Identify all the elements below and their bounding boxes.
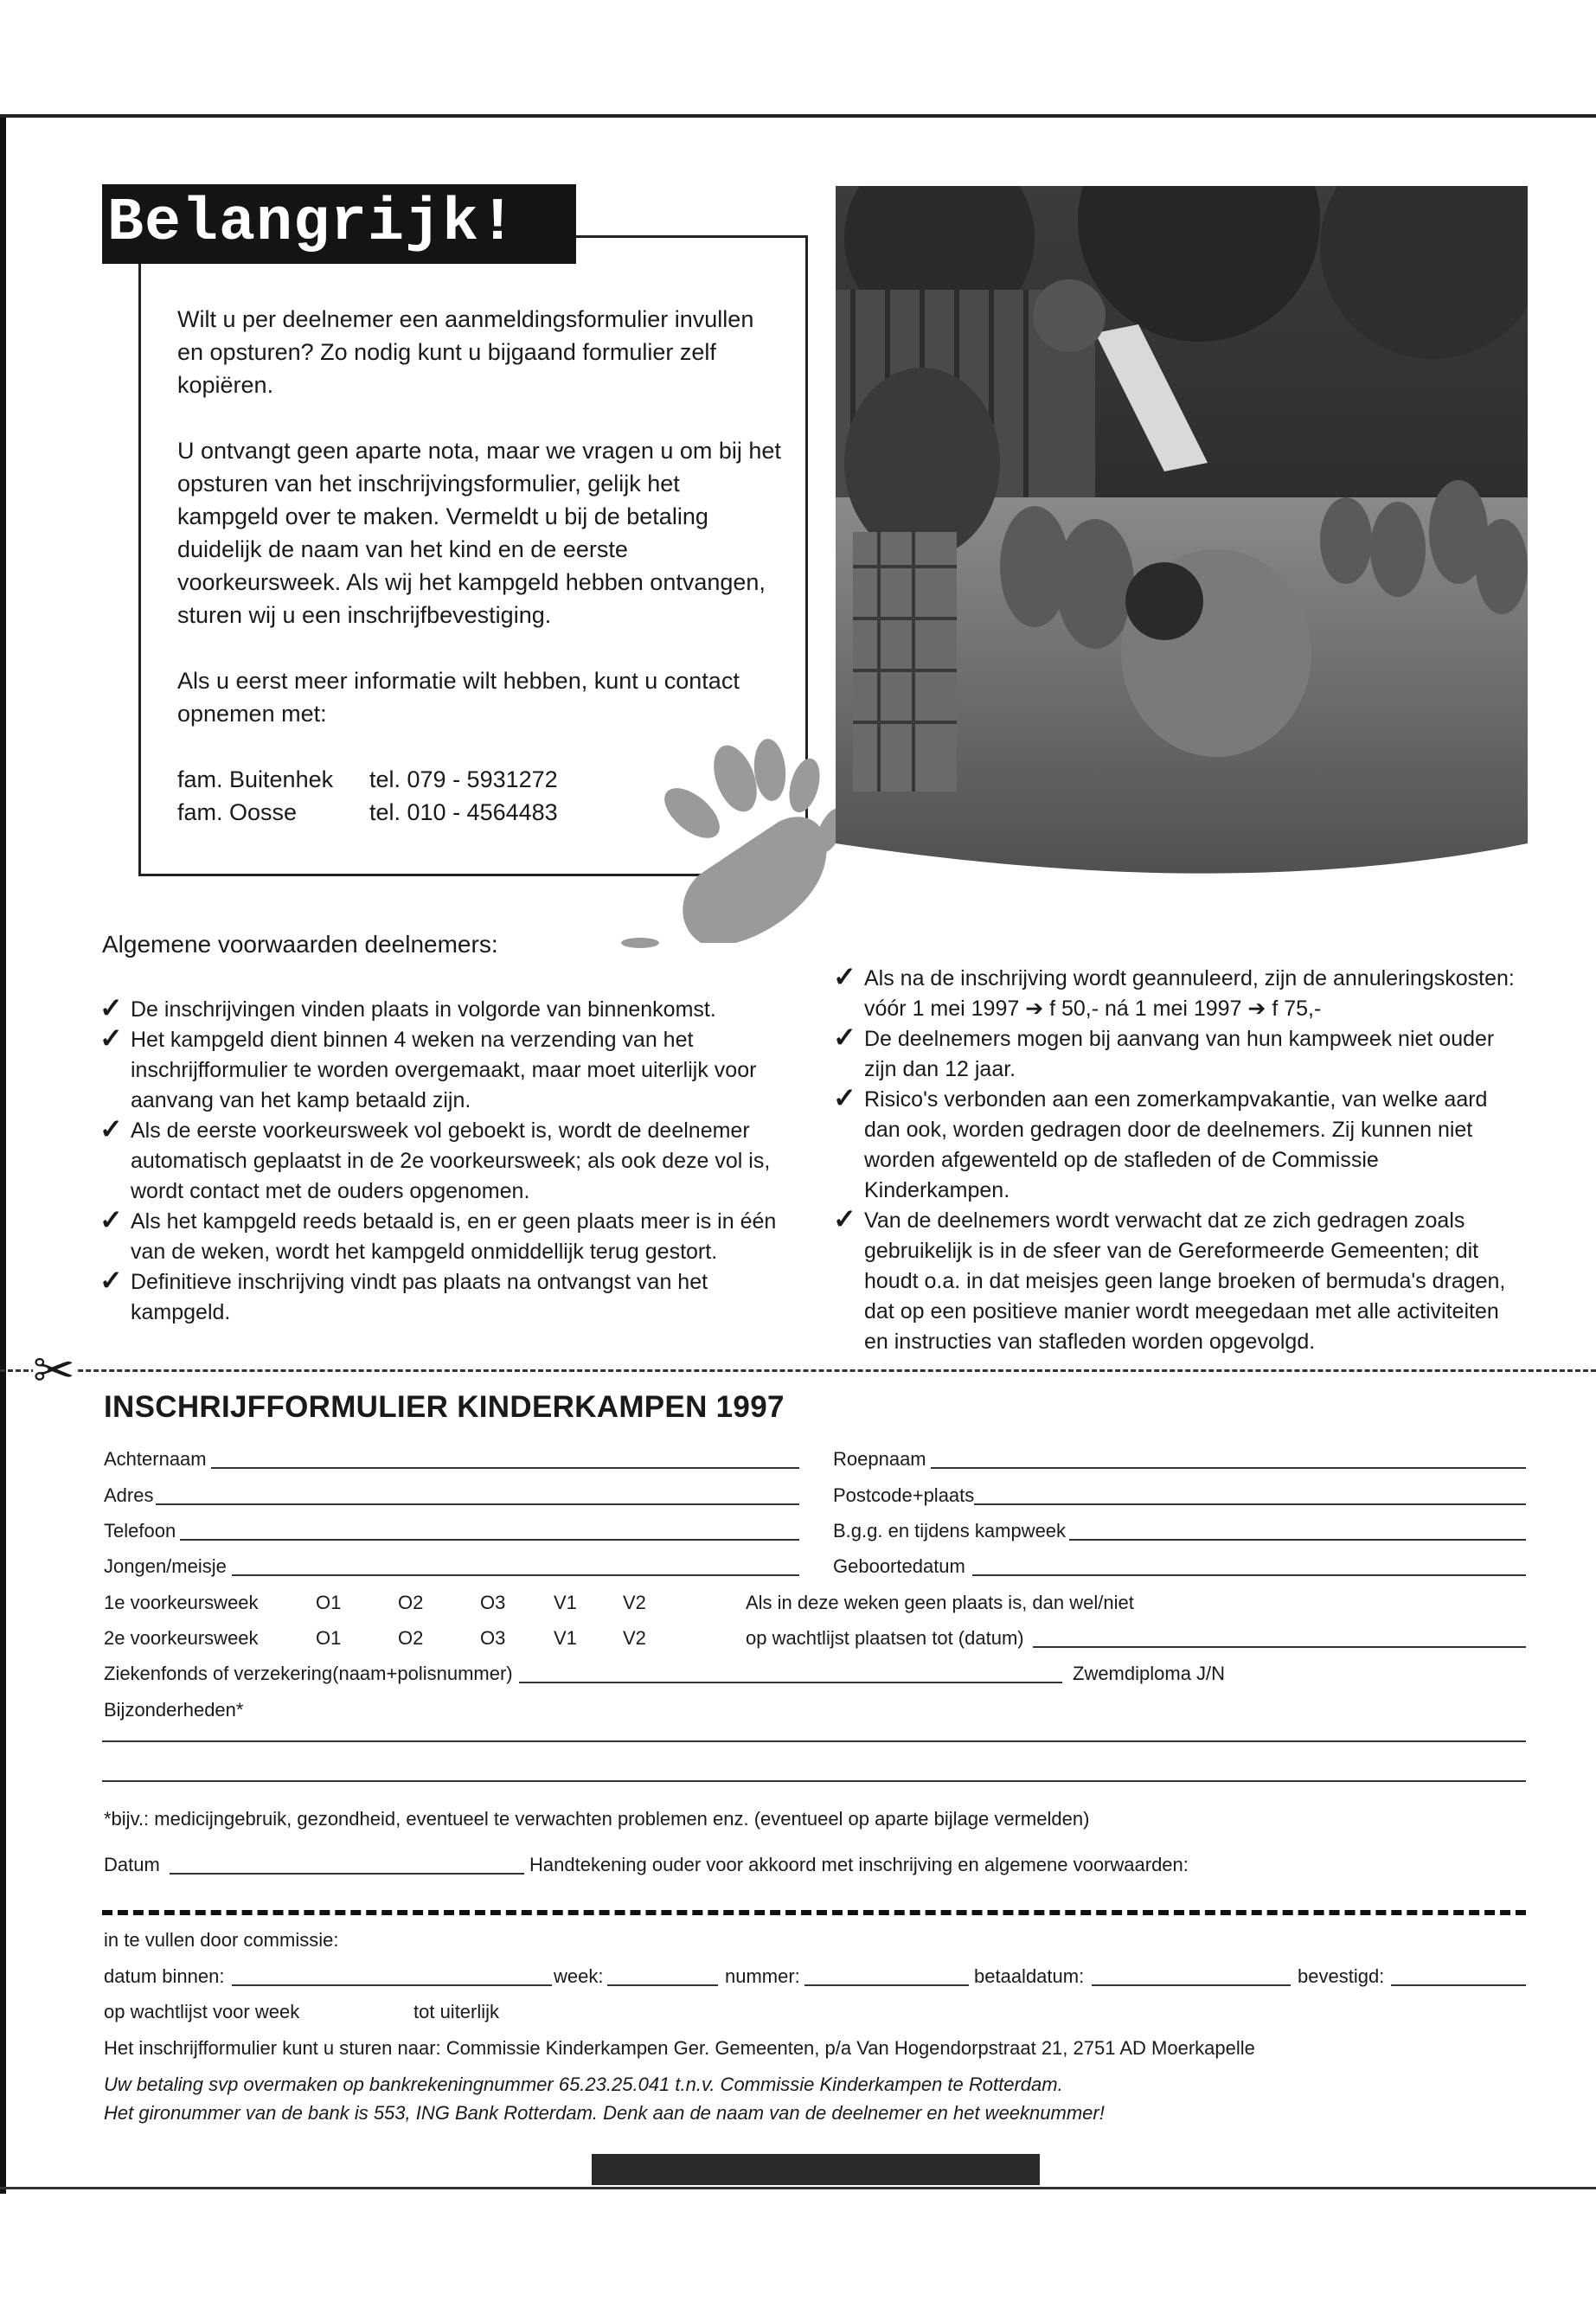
list-item: ✓ De inschrijvingen vinden plaats in volgorde van binnenkomst. — [99, 992, 716, 1023]
geboortedatum-field[interactable] — [972, 1574, 1526, 1576]
checkmark-icon: ✓ — [99, 1265, 123, 1296]
label-zwemdiploma: Zwemdiploma J/N — [1073, 1663, 1226, 1684]
info-paragraph-1: Wilt u per deelnemer een aanmeldingsformulier invullen en opsturen? Zo nodig kunt u bijgaand formulier zelf kopiëren. — [177, 306, 754, 398]
payment-text-2: Het gironummer van de bank is 553, ING Bank Rotterdam. Denk aan de naam van de deelnemer en het weeknummer! — [104, 2102, 1105, 2124]
list-item: ✓ Als de eerste voorkeursweek vol geboekt is, wordt de deelnemer automatisch geplaatst in de 2e voorkeursweek; als ook deze vol is, wordt contact met de ouders opgenomen. — [99, 1113, 771, 1203]
checkmark-icon: ✓ — [833, 1022, 856, 1053]
label-datum-binnen: datum binnen: — [104, 1965, 225, 1987]
checkmark-icon: ✓ — [99, 1113, 123, 1144]
label-nummer: nummer: — [725, 1965, 800, 1987]
label-postcode: Postcode+plaats — [833, 1484, 975, 1506]
list-item: ✓ Als het kampgeld reeds betaald is, en er geen plaats meer is in één van de weken, wordt het kampgeld onmiddellijk terug gestort. — [99, 1204, 777, 1264]
contact-name: fam. Buitenhek — [177, 766, 334, 792]
list-item: ✓ Risico's verbonden aan een zomerkampvakantie, van welke aard dan ook, worden gedragen door de deelnemers. Zij kunnen niet worden afgewenteld op de stafleden of de Commissie Kinderkampen. — [833, 1082, 1488, 1202]
info-paragraph-3: Als u eerst meer informatie wilt hebben, kunt u contact opnemen met: — [177, 668, 740, 727]
label-jongen-meisje: Jongen/meisje — [104, 1555, 227, 1577]
label-geboortedatum: Geboortedatum — [833, 1555, 965, 1577]
bottom-rule — [0, 2187, 1596, 2189]
form-title: INSCHRIJFFORMULIER KINDERKAMPEN 1997 — [104, 1390, 785, 1424]
week-option[interactable]: O2 — [398, 1592, 424, 1613]
label-voorkeur-1: 1e voorkeursweek — [104, 1592, 259, 1613]
achternaam-field[interactable] — [211, 1467, 799, 1469]
roepnaam-field[interactable] — [931, 1467, 1526, 1469]
adres-field[interactable] — [156, 1503, 799, 1505]
label-betaaldatum: betaaldatum: — [974, 1965, 1085, 1987]
top-rule — [0, 114, 1596, 118]
cut-line — [0, 1369, 1596, 1372]
info-paragraph-2: U ontvangt geen aparte nota, maar we vragen u om bij het opsturen van het inschrijvingsformulier, gelijk het kampgeld over te maken. Vermeldt u bij de betaling duidelijk de naam van het kind en de eerste voorkeursweek. Als wij het kampgeld hebben ontvangen, sturen wij u een inschrijfbevestiging. — [177, 438, 781, 628]
list-item: ✓ Van de deelnemers wordt verwacht dat ze zich gedragen zoals gebruikelijk is in de sfeer van de Gereformeerde Gemeenten; dit houdt o.a. in dat meisjes geen lange broeken of bermuda's dragen, dat op een positieve manier wordt meegedaan met alle activiteiten en instructies van stafleden worden opgevolgd. — [833, 1203, 1506, 1354]
checkmark-icon: ✓ — [99, 1204, 123, 1235]
checkmark-icon: ✓ — [99, 992, 123, 1023]
week-option[interactable]: V2 — [623, 1592, 646, 1613]
postcode-field[interactable] — [974, 1503, 1526, 1505]
label-bevestigd: bevestigd: — [1298, 1965, 1385, 1987]
conditions-left-list — [99, 992, 792, 1328]
commission-title: in te vullen door commissie: — [104, 1929, 339, 1951]
label-achternaam: Achternaam — [104, 1448, 207, 1470]
bevestigd-field[interactable] — [1391, 1984, 1526, 1986]
label-datum: Datum — [104, 1854, 160, 1875]
footnote: *bijv.: medicijngebruik, gezondheid, eventueel te verwachten problemen enz. (eventueel op aparte bijlage vermelden) — [104, 1808, 1090, 1830]
telefoon-field[interactable] — [180, 1539, 799, 1541]
bgg-field[interactable] — [1069, 1539, 1526, 1541]
page-number-bar — [592, 2154, 1040, 2185]
label-handtekening: Handtekening ouder voor akkoord met inschrijving en algemene voorwaarden: — [529, 1854, 1189, 1875]
bijzonderheden-field[interactable] — [102, 1740, 1526, 1742]
bijzonderheden-field[interactable] — [102, 1780, 1526, 1782]
wachtlijst-text: Als in deze weken geen plaats is, dan wel/niet — [746, 1592, 1134, 1613]
label-tot-uiterlijk: tot uiterlijk — [413, 2001, 500, 2022]
label-wachtlijst-week: op wachtlijst voor week — [104, 2001, 300, 2022]
contact-phone: tel. 079 - 5931272 — [369, 766, 558, 792]
contact-row — [177, 763, 558, 796]
nummer-field[interactable] — [804, 1984, 969, 1986]
label-bijzonderheden: Bijzonderheden* — [104, 1699, 244, 1721]
label-voorkeur-2: 2e voorkeursweek — [104, 1627, 259, 1649]
week-option[interactable]: O3 — [480, 1592, 506, 1613]
checkmark-icon: ✓ — [833, 1082, 856, 1113]
ziekenfonds-field[interactable] — [519, 1682, 1062, 1683]
handprint-icon — [597, 727, 848, 952]
label-week: week: — [554, 1965, 604, 1987]
checkmark-icon: ✓ — [833, 1203, 856, 1234]
label-bgg: B.g.g. en tijdens kampweek — [833, 1520, 1067, 1541]
contact-phone: tel. 010 - 4564483 — [369, 799, 558, 825]
week-option[interactable]: O2 — [398, 1627, 424, 1649]
label-ziekenfonds: Ziekenfonds of verzekering(naam+polisnummer) — [104, 1663, 513, 1684]
label-roepnaam: Roepnaam — [833, 1448, 926, 1470]
week-option[interactable]: O1 — [316, 1627, 342, 1649]
payment-text-1: Uw betaling svp overmaken op bankrekeningnummer 65.23.25.041 t.n.v. Commissie Kinderkampen te Rotterdam. — [104, 2073, 1063, 2095]
divider — [102, 1910, 1526, 1915]
wachtlijst-text: op wachtlijst plaatsen tot (datum) — [746, 1627, 1024, 1649]
week-option[interactable]: O3 — [480, 1627, 506, 1649]
week-option[interactable]: V2 — [623, 1627, 646, 1649]
list-item: ✓ Definitieve inschrijving vindt pas plaats na ontvangst van het kampgeld. — [99, 1265, 708, 1324]
betaaldatum-field[interactable] — [1092, 1984, 1291, 1986]
campers-photo — [836, 186, 1528, 888]
left-edge — [0, 118, 6, 2194]
datum-binnen-field[interactable] — [232, 1984, 552, 1986]
scissors-icon: ✂ — [33, 1343, 75, 1399]
send-to-text: Het inschrijfformulier kunt u sturen naar: Commissie Kinderkampen Ger. Gemeenten, p/a Van Hogendorpstraat 21, 2751 AD Moerkapelle — [104, 2037, 1255, 2059]
list-item: ✓ De deelnemers mogen bij aanvang van hun kampweek niet ouder zijn dan 12 jaar. — [833, 1022, 1495, 1081]
week-option[interactable]: V1 — [554, 1592, 577, 1613]
week-field[interactable] — [607, 1984, 718, 1986]
conditions-title: Algemene voorwaarden deelnemers: — [102, 931, 498, 958]
list-item: ✓ Het kampgeld dient binnen 4 weken na verzending van het inschrijfformulier te worden overgemaakt, maar moet uiterlijk voor aanvang van het kamp betaald zijn. — [99, 1022, 757, 1112]
checkmark-icon: ✓ — [833, 961, 856, 992]
checkmark-icon: ✓ — [99, 1022, 123, 1054]
week-option[interactable]: V1 — [554, 1627, 577, 1649]
conditions-right-list — [833, 961, 1525, 1357]
info-title: Belangrijk! — [102, 184, 576, 264]
label-adres: Adres — [104, 1484, 154, 1506]
week-option[interactable]: O1 — [316, 1592, 342, 1613]
wachtlijst-date-field[interactable] — [1033, 1646, 1526, 1648]
jongen-meisje-field[interactable] — [232, 1574, 799, 1576]
list-item: ✓ Als na de inschrijving wordt geannuleerd, zijn de annuleringskosten: vóór 1 mei 1997 ➔ f 50,- ná 1 mei 1997 ➔ f 75,- — [833, 961, 1515, 1021]
datum-field[interactable] — [170, 1873, 524, 1875]
contact-row — [177, 796, 558, 829]
contact-name: fam. Oosse — [177, 799, 298, 825]
label-telefoon: Telefoon — [104, 1520, 176, 1541]
